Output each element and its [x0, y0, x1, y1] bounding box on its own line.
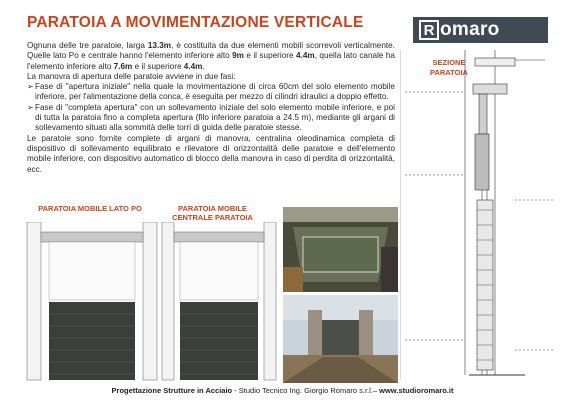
- caption-middle: PARATOIA MOBILE CENTRALE PARATOIA: [172, 204, 253, 222]
- paragraph-phases: La manovra di apertura delle paratoie avviene in due fasi:: [27, 71, 236, 81]
- photo-lock-construction: [283, 295, 398, 383]
- company-logo: R omaro: [413, 17, 548, 43]
- paragraph-dimensions: Ognuna delle tre paratoie, larga 13.3m, è costituita da due elementi mobili scorrevoli verticalmente. Quelle lato Po e centrale hanno l'elemento inferiore alto 9m e il superiore 4.4m, quella lato canale ha l'elemento inferiore alto 7.6m e il superiore 4.4m.: [27, 41, 395, 71]
- arrow-bullet-icon: ➢: [27, 102, 34, 112]
- description-text: [27, 41, 395, 175]
- photo-gate-interior: [283, 207, 398, 292]
- gate-elevation-drawing-middle: [160, 222, 278, 382]
- gate-elevation-drawing-left: [25, 222, 160, 382]
- arrow-bullet-icon: ➢: [27, 82, 34, 92]
- divider: [400, 50, 401, 380]
- paragraph-equipment: Le paratoie sono fornite complete di argani di manovra, centralina oleodinamica completa di dispositivo di sollevamento equilibrato e rilevatore di orizzontalità delle paratoie e dell'elemento mobile inferiore, con dispositivo automatico di blocco della manovra in caso di perdita di orizzontalità, ecc.: [27, 133, 395, 174]
- footer: Progettazione Strutture in Acciaio - Studio Tecnico Ing. Giorgio Romaro s.r.l.– www.studioromaro.it: [111, 386, 454, 395]
- page-title: PARATOIA A MOVIMENTAZIONE VERTICALE: [27, 14, 364, 31]
- caption-left: PARATOIA MOBILE LATO PO: [38, 204, 142, 213]
- section-label: SEZIONE PARATOIA: [430, 58, 468, 77]
- bullet-item: ➢ Fase di "apertura iniziale" nella quale la movimentazione di circa 60cm del solo elemento mobile inferiore, per l'alimentazione della conca, è eseguita per mezzo di cilindri idraulici a doppio effetto.: [27, 82, 395, 102]
- bullet-item: ➢ Fase di "completa apertura" con un sollevamento iniziale del solo elemento mobile inferiore, e poi di tutta la paratoia fino a completa apertura (filo inferiore paratoia a 24.5 m), mediante gli argani di sollevamento situati alla sommità delle torri di guida delle paratoie stesse.: [27, 102, 395, 133]
- gate-section-drawing: [405, 50, 560, 380]
